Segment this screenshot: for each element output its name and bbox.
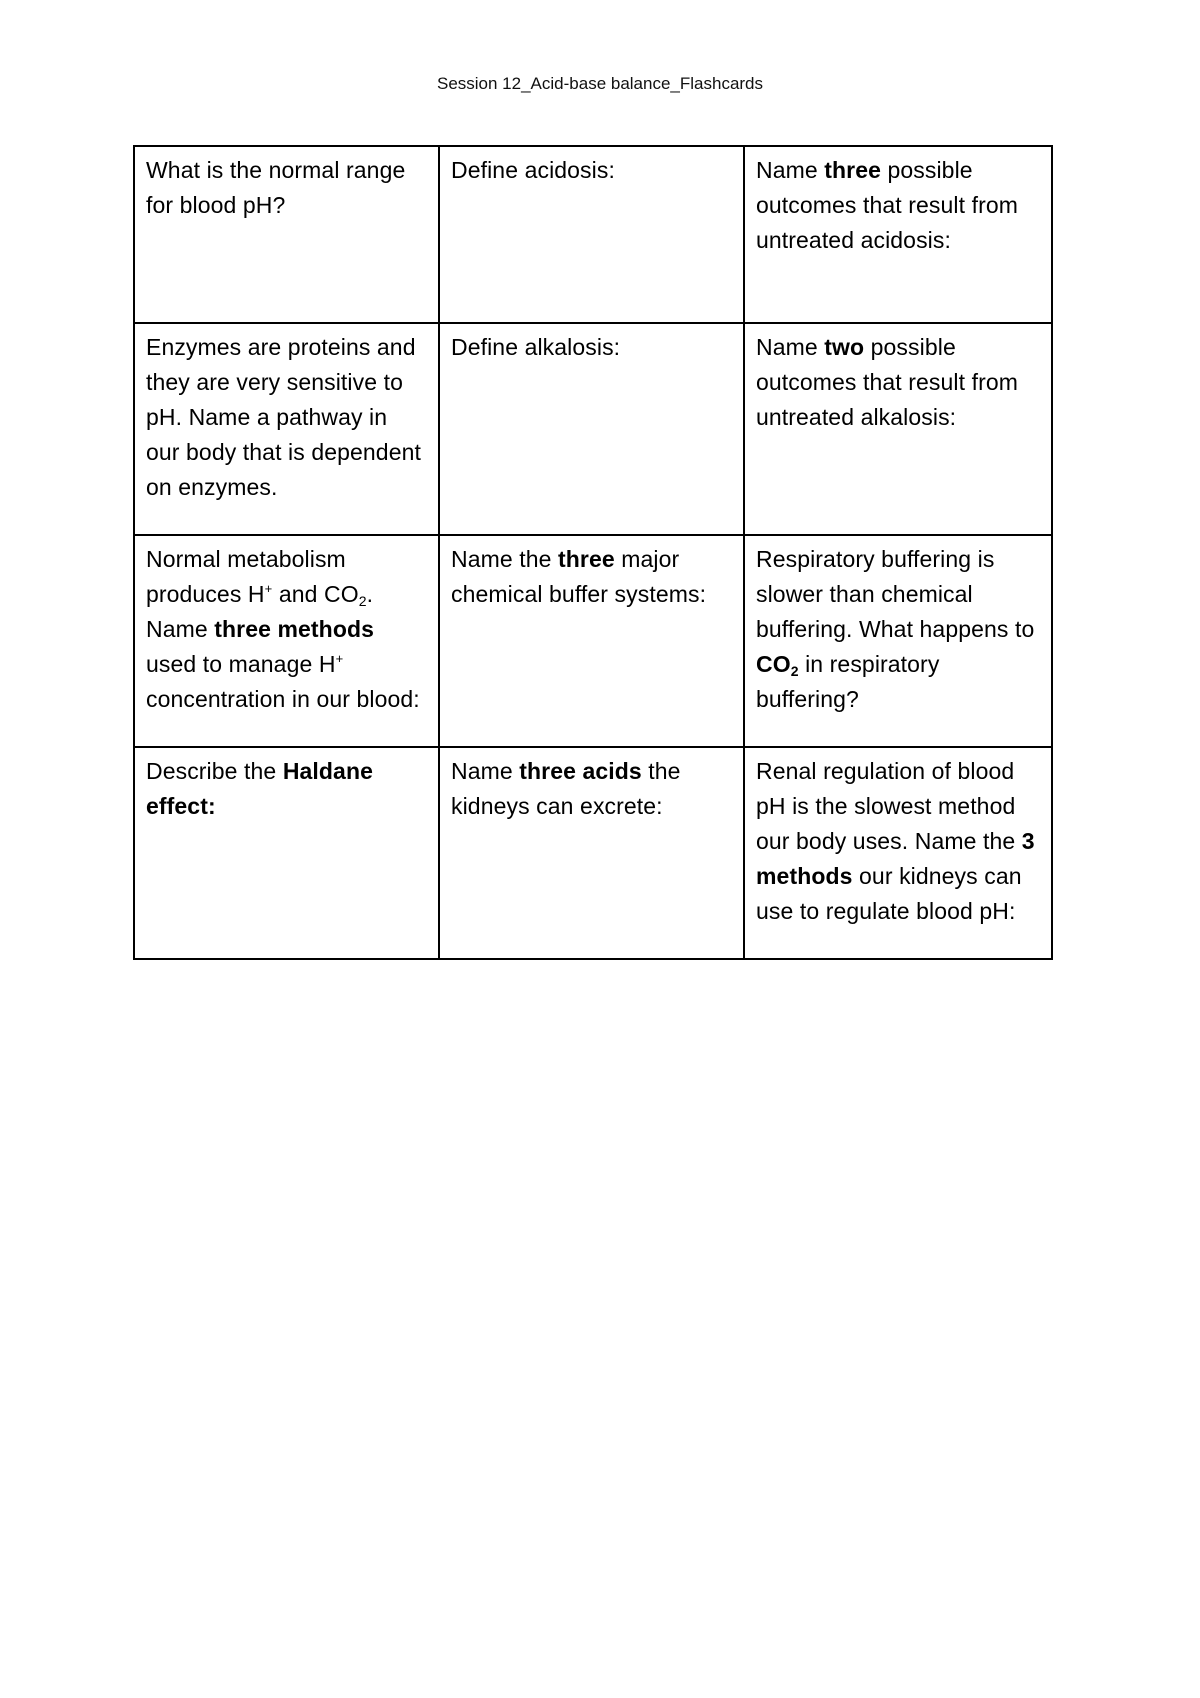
flashcard-cell (744, 747, 1052, 959)
card-emphasis: three methods (214, 616, 375, 642)
card-text: Renal regulation of blood pH is the slowest method our body uses. Name the (756, 758, 1022, 854)
card-emphasis: three acids (519, 758, 642, 784)
card-text: possible outcomes that result from untreated acidosis: (756, 157, 1018, 253)
card-text: concentration in our blood: (146, 686, 420, 712)
card-text: Name (756, 157, 825, 183)
page-header-title: Session 12_Acid-base balance_Flashcards (436, 74, 764, 93)
card-text: Enzymes are proteins and they are very sensitive to pH. Name a pathway in our body that is dependent on enzymes. (146, 334, 421, 500)
card-text: Name (451, 758, 520, 784)
flashcard-cell (134, 535, 439, 747)
flashcard-table (133, 145, 1053, 960)
flashcard-cell (439, 323, 744, 535)
card-text: Normal metabolism produces H (146, 546, 346, 607)
subscript-two: 2 (790, 663, 799, 679)
superscript-plus: + (264, 581, 273, 596)
flashcard-cell (134, 146, 439, 323)
superscript-plus: + (335, 651, 344, 666)
card-text: Define alkalosis: (451, 334, 621, 360)
card-text: Name the (451, 546, 559, 572)
flashcard-row (134, 323, 1052, 535)
flashcard-row (134, 146, 1052, 323)
card-text: our kidneys can use to regulate blood pH: (756, 863, 1022, 924)
flashcard-cell (744, 146, 1052, 323)
card-text: Describe the (146, 758, 283, 784)
card-text: and CO (272, 581, 359, 607)
card-text: possible outcomes that result from untreated alkalosis: (756, 334, 1018, 430)
card-text: Define acidosis: (451, 157, 615, 183)
flashcard-row (134, 535, 1052, 747)
flashcard-cell (439, 146, 744, 323)
flashcard-cell (744, 323, 1052, 535)
card-emphasis: Haldane effect: (146, 758, 373, 819)
flashcard-cell (744, 535, 1052, 747)
card-emphasis (756, 651, 799, 677)
card-emphasis: three (824, 157, 881, 183)
card-text: in respiratory buffering? (756, 651, 940, 712)
card-emphasis: two (824, 334, 865, 360)
flashcard-cell (439, 747, 744, 959)
card-text: Name (756, 334, 825, 360)
card-text: What is the normal range for blood pH? (146, 157, 406, 218)
subscript-two: 2 (358, 593, 367, 609)
flashcard-cell (134, 323, 439, 535)
card-emphasis-text: CO (756, 651, 791, 677)
card-emphasis: 3 methods (756, 828, 1035, 889)
flashcard-cell (134, 747, 439, 959)
card-text: Respiratory buffering is slower than chemical buffering. What happens to (756, 546, 1035, 642)
card-emphasis: three (558, 546, 615, 572)
card-text: . Name (146, 581, 374, 642)
card-text: the kidneys can excrete: (451, 758, 681, 819)
card-text: major chemical buffer systems: (451, 546, 707, 607)
flashcard-cell (439, 535, 744, 747)
flashcard-row (134, 747, 1052, 959)
card-text: used to manage H (146, 651, 336, 677)
